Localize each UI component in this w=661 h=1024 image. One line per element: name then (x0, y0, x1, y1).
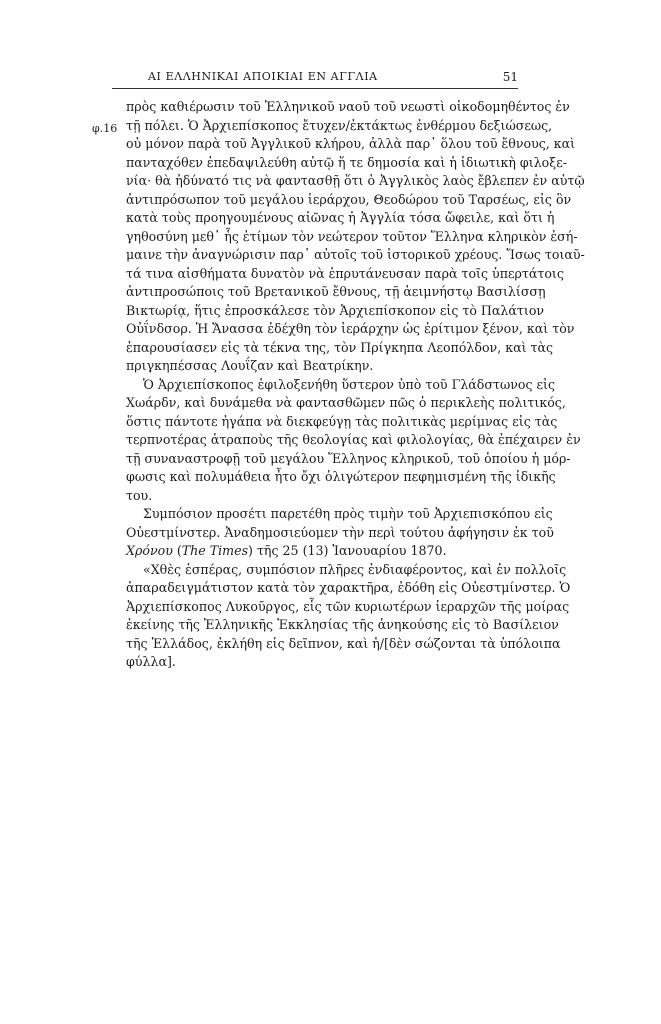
citation-source-english: The Times (181, 543, 249, 558)
text-line: πανταχόθεν ἐπεδαψιλεύθη αὐτῷ ἥ τε δημοσία καὶ ἡ ἰδιωτικὴ φιλοξε- (126, 154, 567, 170)
text-line: Οὐεστμίνστερ. Ἀναδημοσιεύομεν τὴν περὶ τούτου ἀφήγησιν ἐκ τοῦ (126, 524, 554, 540)
text-line: ἀντιπροσώποις τοῦ Βρετανικοῦ ἔθνους, τῇ ἀειμνήστῳ Βασιλίσσῃ (126, 284, 546, 299)
text-line: «Χθὲς ἑσπέρας, συμπόσιον πλῆρες ἐνδιαφέροντος, καὶ ἐν πολλοῖς (143, 561, 567, 577)
text-line: τερπνοτέρας ἀτραποὺς τῆς θεολογίας καὶ φιλολογίας, θὰ ἐπέχαιρεν ἐν (126, 432, 581, 447)
header-title: ΑΙ ΕΛΛΗΝΙΚΑΙ ΑΠΟΙΚΙΑΙ ΕΝ ΑΓΓΛΙΑ (148, 70, 378, 83)
text-line: Οὐΐνδσορ. Ἡ Ἄνασσα ἐδέχθη τὸν ἱεράρχην ὡς ἐρίτιμον ξένον, καὶ τὸν (126, 321, 575, 336)
text-line: ἐκείνης τῆς Ἑλληνικῆς Ἐκκλησίας τῆς ἀνηκούσης εἰς τὸ Βασίλειον (126, 617, 559, 632)
page-number: 51 (502, 70, 518, 84)
text-line: μαινε τὴν ἀναγνώρισιν παρ᾽ αὐτοῖς τοῦ ἱστορικοῦ χρέους. Ἴσως τοιαῦ- (126, 247, 585, 262)
text-line: Συμπόσιον προσέτι παρετέθη πρὸς τιμὴν τοῦ Ἀρχιεπισκόπου εἰς (143, 506, 553, 521)
body-text (126, 98, 585, 672)
text-line: κατὰ τοὺς προηγουμένους αἰῶνας ἡ Ἀγγλία τόσα ὤφειλε, καὶ ὅτι ἡ (126, 210, 555, 225)
text-line: πριγκηπέσσας Λουΐζαν καὶ Βεατρίκην. (126, 358, 374, 373)
citation-source: Χρόνου (126, 543, 173, 558)
header-rule (112, 88, 518, 89)
text-line: Βικτωρίᾳ, ἥτις ἐπροσκάλεσε τὸν Ἀρχιεπίσκοπον εἰς τὸ Παλάτιον (126, 302, 545, 318)
citation-date: τῆς 25 (13) Ἰανουαρίου 1870. (256, 543, 447, 558)
citation-line: Χρόνου (The Times) τῆς 25 (13) Ἰανουαρίου 1870. (126, 543, 447, 558)
text-line: Ἀρχιεπίσκοπος Λυκοῦργος, εἷς τῶν κυριωτέρων ἱεραρχῶν τῆς μοίρας (126, 598, 570, 614)
text-line: τῇ πόλει. Ὁ Ἀρχιεπίσκοπος ἔτυχεν/ἐκτάκτως ἐνθέρμου δεξιώσεως, (126, 117, 553, 133)
text-line: γηθοσύνη μεθ᾽ ἧς ἐτίμων τὸν νεώτερον τοῦτον Ἕλληνα κληρικὸν ἐσή- (126, 228, 578, 244)
text-line: τά τινα αἰσθήματα δυνατὸν νὰ ἐπρυτάνευσαν παρὰ τοῖς ὑπερτάτοις (126, 265, 564, 281)
text-line: τῆς Ἑλλάδος, ἐκλήθη εἰς δεῖπνον, καὶ ἡ/[δὲν σώζονται τὰ ὑπόλοιπα (126, 635, 561, 651)
text-line: οὐ μόνον παρὰ τοῦ Ἀγγλικοῦ κλήρου, ἀλλὰ παρ᾽ ὅλου τοῦ ἔθνους, καὶ (126, 136, 576, 151)
text-line: φωσις καὶ πολυμάθεια ἦτο ὄχι ὀλιγώτερον πεφημισμένη τῆς ἰδικῆς (126, 469, 556, 484)
text-line: νία· θὰ ἠδύνατό τις νὰ φαντασθῇ ὅτι ὁ Ἀγγλικὸς λαὸς ἔβλεπεν ἐν αὐτῷ (126, 173, 585, 188)
text-line: ὅστις πάντοτε ἠγάπα νὰ διεκφεύγῃ τὰς πολιτικὰς μερίμνας εἰς τὰς (126, 413, 558, 429)
text-line: ἐπαρουσίασεν εἰς τὰ τέκνα της, τὸν Πρίγκηπα Λεοπόλδον, καὶ τὰς (126, 339, 554, 355)
text-line: ἀπαραδειγμάτιστον κατὰ τὸν χαρακτῆρα, ἐδόθη εἰς Οὐεστμίνστερ. Ὁ (126, 580, 571, 595)
text-line: φύλλα]. (126, 654, 176, 669)
margin-folio-note: φ.16 (92, 122, 118, 135)
text-line: Χωάρδν, καὶ δυνάμεθα νὰ φαντασθῶμεν πῶς ὁ περικλεὴς πολιτικός, (126, 395, 566, 410)
text-line: ἀντιπρόσωπον τοῦ μεγάλου ἱεράρχου, Θεοδώρου τοῦ Ταρσέως, εἰς ὃν (126, 191, 572, 207)
text-line: Ὁ Ἀρχιεπίσκοπος ἐφιλοξενήθη ὕστερον ὑπὸ τοῦ Γλάδστωνος εἰς (143, 376, 556, 392)
text-line: τῇ συναναστροφῇ τοῦ μεγάλου Ἕλληνος κληρικοῦ, τοῦ ὁποίου ἡ μόρ- (126, 450, 571, 466)
text-line: πρὸς καθιέρωσιν τοῦ Ἑλληνικοῦ ναοῦ τοῦ νεωστὶ οἰκοδομηθέντος ἐν (126, 99, 570, 114)
running-header (112, 70, 518, 86)
text-line: του. (126, 487, 153, 503)
